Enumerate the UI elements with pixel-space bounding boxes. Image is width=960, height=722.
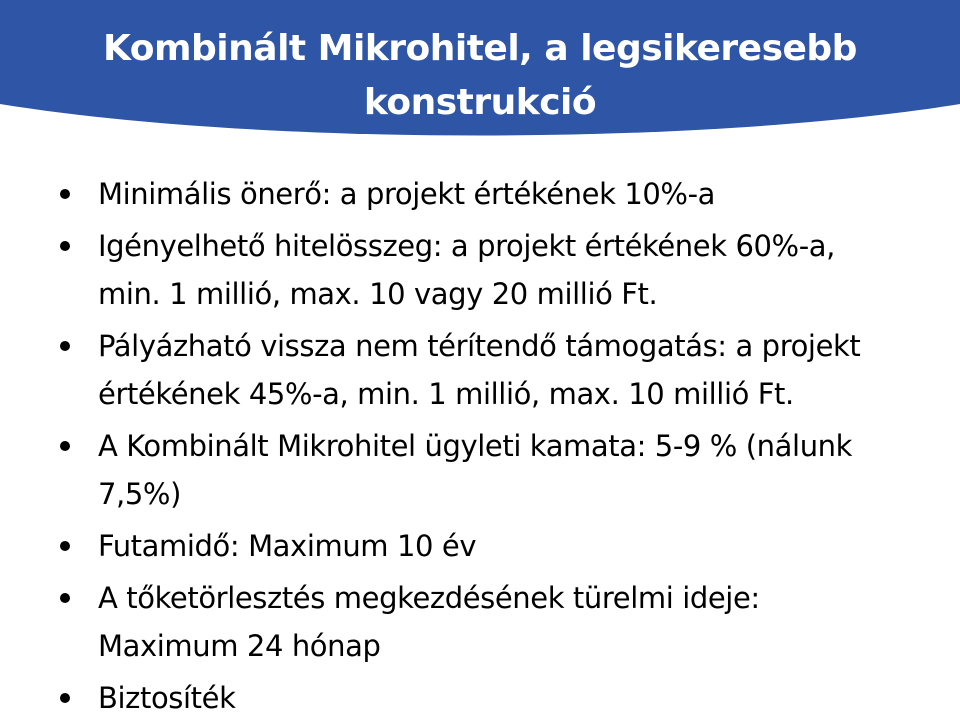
bullet-item-loan-amount [0,222,960,318]
bullet-item-term [0,522,960,570]
bullet-text-line: A Kombinált Mikrohitel ügyleti kamata: 5-9 % (nálunk [98,429,853,463]
bullet-dot-icon [60,189,70,199]
bullet-list [0,170,960,722]
slide-title-line-1: Kombinált Mikrohitel, a legsikeresebb [103,28,857,69]
bullet-dot-icon [60,341,70,351]
bullet-dot-icon [60,693,70,703]
bullet-text-line: A tőketörlesztés megkezdésének türelmi ideje: [98,581,760,615]
bullet-item-min-self-contribution [0,170,960,218]
bullet-dot-icon [60,241,70,251]
slide-title-line-2: konstrukció [363,82,597,123]
bullet-text-line: Igényelhető hitelösszeg: a projekt értékének 60%-a, [98,229,835,263]
bullet-text-line: Pályázható vissza nem térítendő támogatás: a projekt [98,329,861,363]
slide-title [30,22,930,130]
bullet-item-collateral [0,674,960,722]
bullet-text-line: 7,5%) [98,477,181,511]
bullet-text-line: értékének 45%-a, min. 1 millió, max. 10 millió Ft. [98,377,794,411]
title-banner [0,0,960,148]
bullet-dot-icon [60,593,70,603]
bullet-item-grant [0,322,960,418]
bullet-item-interest-rate [0,422,960,518]
bullet-dot-icon [60,441,70,451]
bullet-text-line: Maximum 24 hónap [98,629,381,663]
bullet-text-line: Futamidő: Maximum 10 év [98,529,477,563]
bullet-text-line: min. 1 millió, max. 10 vagy 20 millió Ft. [98,277,658,311]
bullet-dot-icon [60,541,70,551]
bullet-text-line: Biztosíték [98,681,236,715]
bullet-text-line: Minimális önerő: a projekt értékének 10%-a [98,177,716,211]
bullet-item-grace-period [0,574,960,670]
